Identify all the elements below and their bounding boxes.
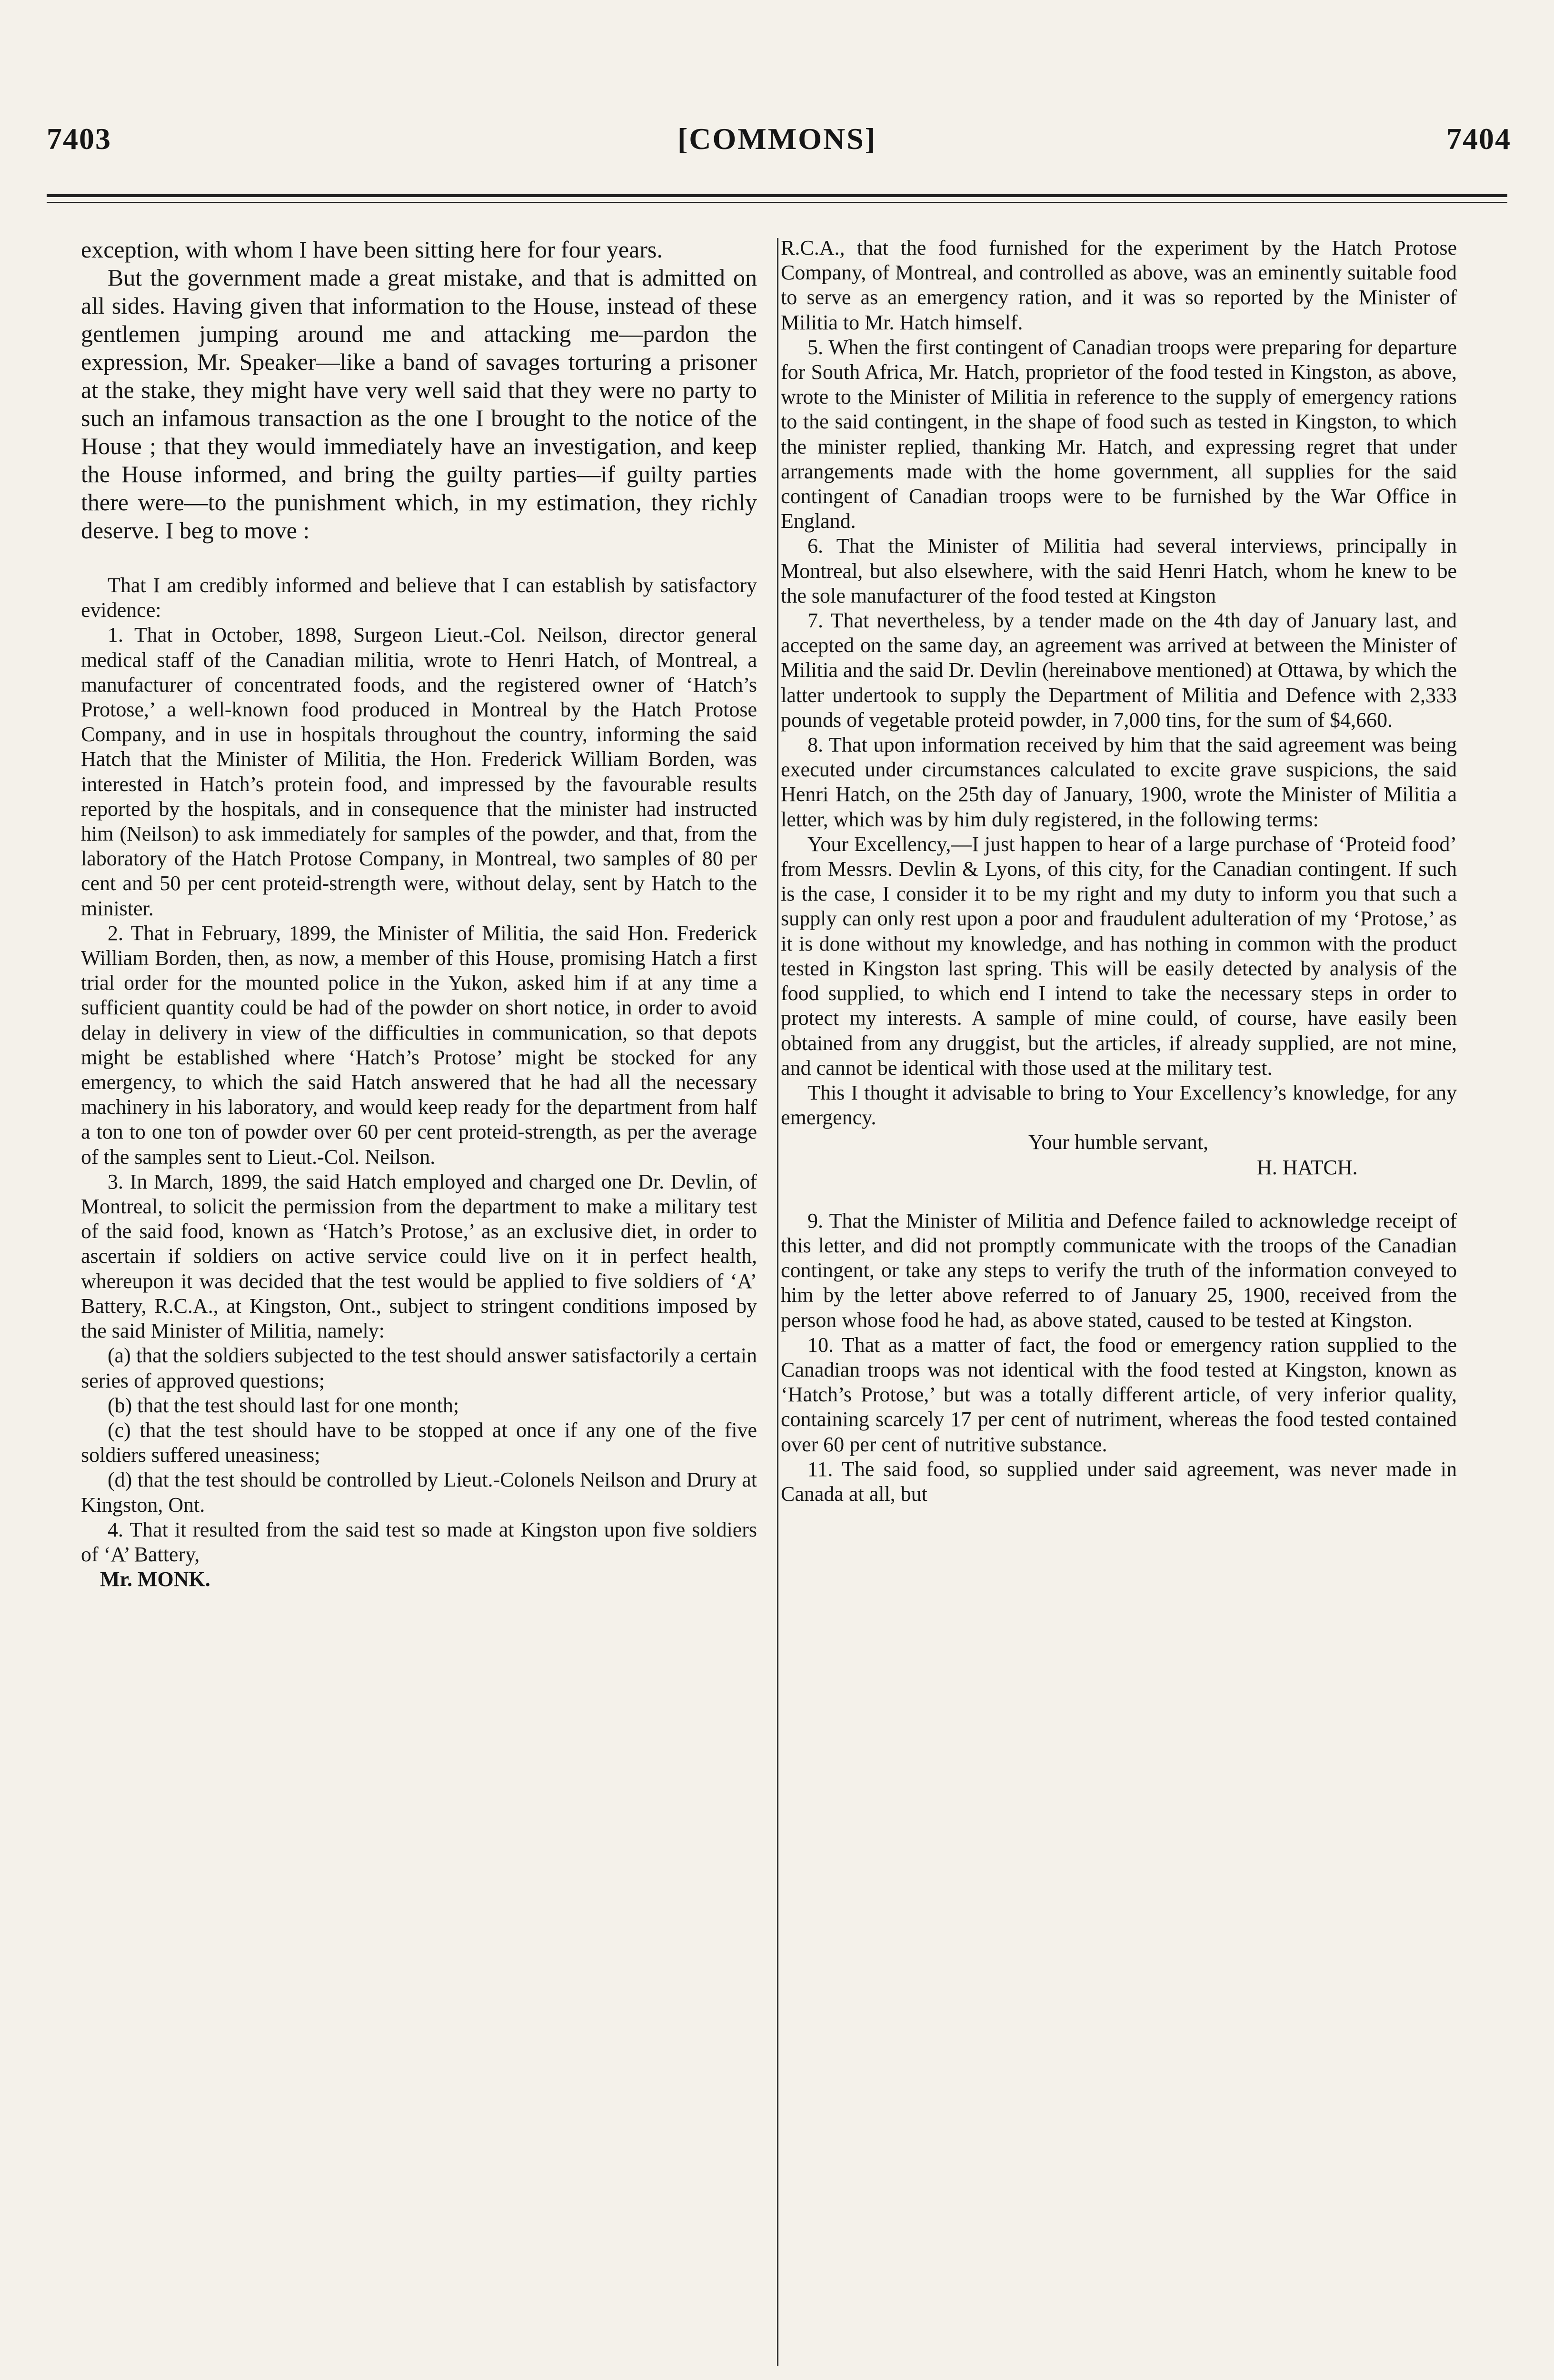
right-column (781, 236, 1457, 1507)
motion-item: R.C.A., that the food furnished for the experiment by the Hatch Protose Company, of Montreal, and controlled as above, was an eminently suitable food to serve as an emergency ration, and it was so reported by the Minister of Militia to Mr. Hatch himself. (781, 236, 1457, 334)
column-divider (777, 238, 778, 2366)
motion-item: 5. When the first contingent of Canadian troops were preparing for departure for South Africa, Mr. Hatch, proprietor of the food tested in Kingston, as above, wrote to the Minister of Militia in reference to the supply of emergency rations to the said contingent, in the shape of food such as tested in Kingston, to which the minister replied, thanking Mr. Hatch, and expressing regret that under arrangements made with the home government, all supplies for the said contingent of Canadian troops were to be furnished by the War Office in England. (781, 335, 1457, 533)
letter-closing: Your humble servant, (1028, 1130, 1209, 1154)
header-rule-thick (47, 194, 1507, 197)
spacer (781, 1180, 1457, 1209)
motion-text-continued (781, 236, 1457, 1507)
letter-body: Your Excellency,—I just happen to hear of a large purchase of ‘Proteid food’ from Messrs. Devlin & Lyons, of this city, for the Canadian contingent. If such is the case, I consider it to be my right and my duty to inform you that such a supply can only rest upon a poor and fraudulent adulteration of my ‘Protose,’ as it is done without my knowledge, and has nothing in common with the product tested in Kingston last spring. This will be easily detected by analysis of the food supplied, to which end I intend to take the necessary steps in order to protect my interests. A sample of mine could, of course, have easily been obtained from any druggist, but the articles, if already supplied, are not mine, and cannot be identical with those used at the military test. (781, 832, 1457, 1080)
motion-text (81, 573, 757, 1567)
motion-subitem: (d) that the test should be controlled by Lieut.-Colonels Neilson and Drury at Kingston, Ont. (81, 1468, 757, 1517)
speech-paragraph: But the government made a great mistake, and that is admitted on all sides. Having given that information to the House, instead of these gentlemen jumping around me and attacking me—pardon the expression, Mr. Speaker—like a band of savages torturing a prisoner at the stake, they might have very well said that they were no party to such an infamous transaction as the one I brought to the notice of the House ; that they would immediately have an investigation, and keep the House informed, and bring the guilty parties—if guilty parties there were—to the punishment which, in my estimation, they richly deserve. I beg to move : (81, 264, 757, 544)
motion-item: 3. In March, 1899, the said Hatch employed and charged one Dr. Devlin, of Montreal, to solicit the permission from the department to make a military test of the said food, known as ‘Hatch’s Protose,’ as an exclusive diet, in order to ascertain if soldiers on active service could live on it in perfect health, whereupon it was decided that the test would be applied to five soldiers of ‘A’ Battery, R.C.A., at Kingston, Ont., subject to stringent conditions imposed by the said Minister of Militia, namely: (81, 1170, 757, 1343)
motion-item: 11. The said food, so supplied under said agreement, was never made in Canada at all, but (781, 1457, 1457, 1506)
page-number-right: 7404 (1446, 122, 1511, 156)
motion-item: 10. That as a matter of fact, the food or emergency ration supplied to the Canadian troops was not identical with the food tested at Kingston, known as ‘Hatch’s Protose,’ but was a totally different article, of very inferior quality, containing scarcely 17 per cent of nutriment, whereas the food tested contained over 60 per cent of nutritive substance. (781, 1333, 1457, 1456)
motion-item: 6. That the Minister of Militia had several interviews, principally in Montreal, but also elsewhere, with the said Henri Hatch, whom he knew to be the sole manufacturer of the food tested at Kingston (781, 534, 1457, 607)
motion-item: 9. That the Minister of Militia and Defence failed to acknowledge receipt of this letter, and did not promptly communicate with the troops of the Canadian contingent, or take any steps to verify the truth of the information conveyed to him by the letter above referred to of January 25, 1900, received from the person whose food he had, as above stated, caused to be tested at Kingston. (781, 1209, 1457, 1332)
letter-body: This I thought it advisable to bring to Your Excellency’s knowledge, for any emergency. (781, 1081, 1457, 1130)
motion-item: 2. That in February, 1899, the Minister of Militia, the said Hon. Frederick William Borden, then, as now, a member of this House, promising Hatch a first trial order for the mounted police in the Yukon, asked him if at any time a sufficient quantity could be had of the powder on short notice, in order to avoid delay in delivery in view of the difficulties in communication, so that depots might be established where ‘Hatch’s Protose’ might be stocked for any emergency, to which the said Hatch answered that he had all the necessary machinery in his laboratory, and would keep ready for the department from half a ton to one ton of powder over 60 per cent proteid-strength, as per the average of the samples sent to Lieut.-Col. Neilson. (81, 921, 757, 1169)
header-rule-thin (47, 202, 1507, 203)
motion-item: 7. That nevertheless, by a tender made on the 4th day of January last, and accepted on the same day, an agreement was arrived at between the Minister of Militia and the said Dr. Devlin (hereinabove mentioned) at Ottawa, by which the latter undertook to supply the Department of Militia and Defence with 2,333 pounds of vegetable proteid powder, in 7,000 tins, for the sum of $4,660. (781, 609, 1457, 732)
left-column (81, 236, 757, 1592)
speech-paragraph: exception, with whom I have been sitting here for four years. (81, 236, 663, 263)
motion-item: 4. That it resulted from the said test so made at Kingston upon five soldiers of ‘A’ Battery, (81, 1517, 757, 1566)
motion-item: 1. That in October, 1898, Surgeon Lieut.-Col. Neilson, director general medical staff of the Canadian militia, wrote to Henri Hatch, of Montreal, a manufacturer of concentrated foods, and the registered owner of ‘Hatch’s Protose,’ a well-known food produced in Montreal by the Hatch Protose Company, and in use in hospitals throughout the country, informing the said Hatch that the Minister of Militia, the Hon. Frederick William Borden, was interested in Hatch’s protein food, and impressed by the favourable results reported by the hospitals, and in consequence that the minister had instructed him (Neilson) to ask immediately for samples of the powder, and that, from the laboratory of the Hatch Protose Company, in Montreal, two samples of 80 per cent and 50 per cent proteid-strength were, without delay, sent by Hatch to the minister. (81, 623, 757, 920)
motion-intro: That I am credibly informed and believe that I can establish by satisfactory evidence: (81, 574, 757, 622)
speaker-name: Mr. MONK. (100, 1567, 210, 1591)
page-number-left: 7403 (47, 122, 111, 156)
motion-item: 8. That upon information received by him that the said agreement was being executed under circumstances calculated to excite grave suspicions, the said Henri Hatch, on the 25th day of January, 1900, wrote the Minister of Militia a letter, which was by him duly registered, in the following terms: (781, 733, 1457, 831)
motion-subitem: (b) that the test should last for one month; (108, 1393, 459, 1417)
page-header-title: [COMMONS] (677, 122, 877, 156)
letter-signature: H. HATCH. (1257, 1155, 1358, 1179)
speech-text (81, 236, 757, 545)
motion-subitem: (c) that the test should have to be stopped at once if any one of the five soldiers suffered uneasiness; (81, 1418, 757, 1467)
motion-subitem: (a) that the soldiers subjected to the test should answer satisfactorily a certain series of approved questions; (81, 1344, 757, 1392)
